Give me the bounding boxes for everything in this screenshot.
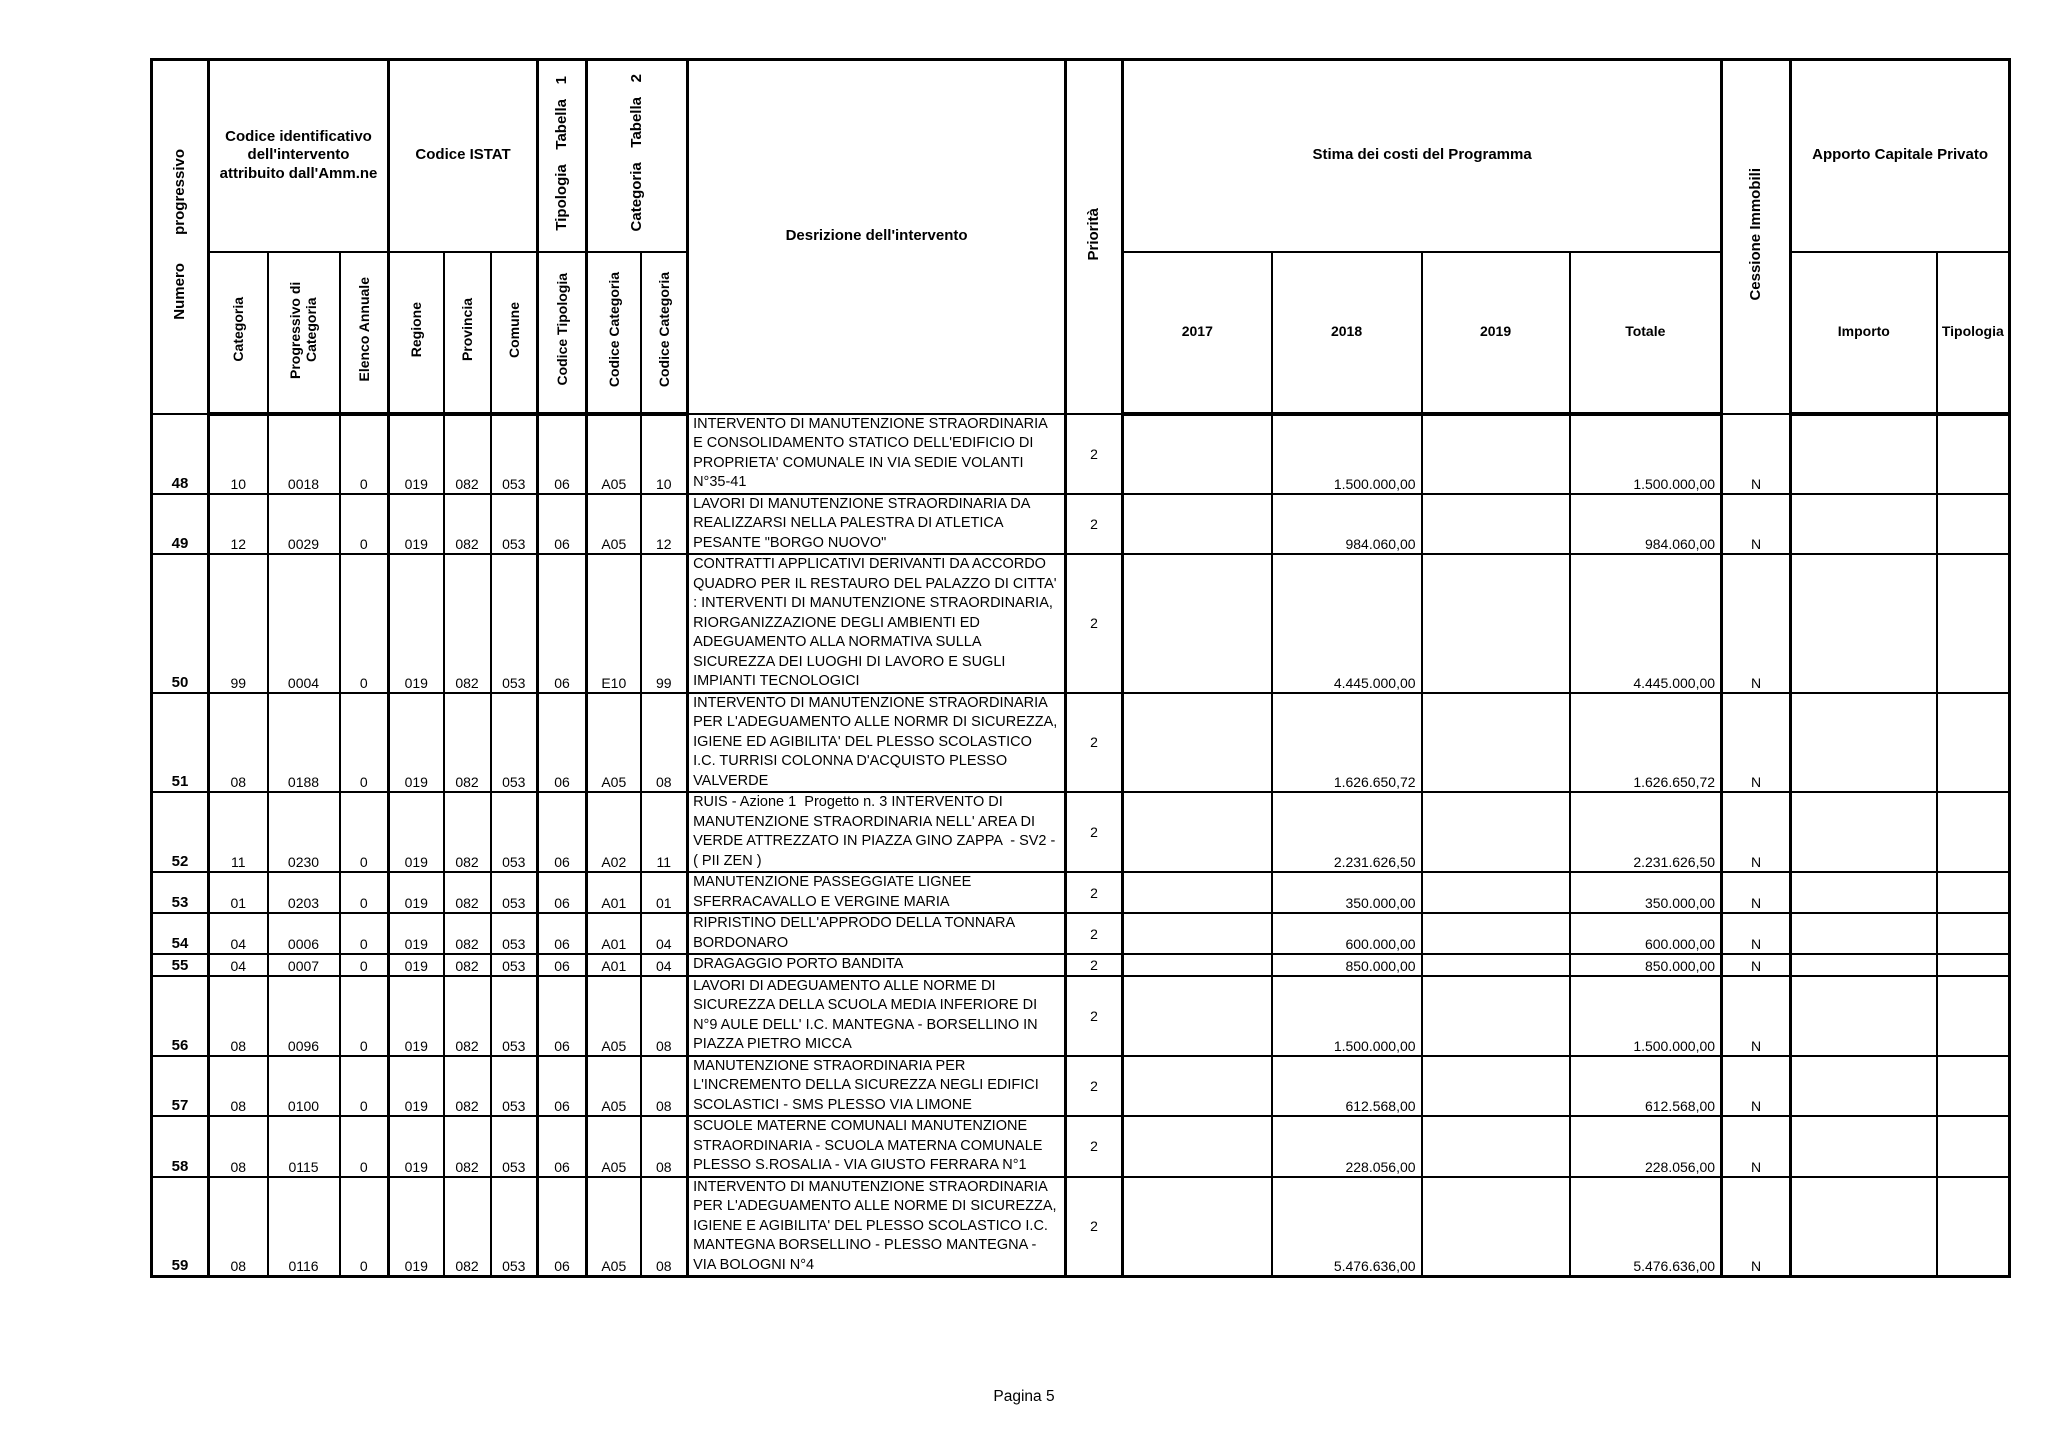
cell-codice-tipologia: 06 (538, 1177, 587, 1277)
cell-totale: 228.056,00 (1570, 1116, 1722, 1177)
cell-progressivo-categoria: 0004 (268, 554, 340, 693)
cell-tipologia (1937, 976, 2010, 1056)
cell-regione: 019 (389, 1116, 444, 1177)
importo-label: Importo (1837, 323, 1890, 340)
cell-comune: 053 (491, 1177, 538, 1277)
anno-2019-label: 2019 (1479, 323, 1512, 340)
cell-codice-tipologia: 06 (538, 414, 587, 494)
cell-descrizione: MANUTENZIONE STRAORDINARIA PER L'INCREMENTO DELLA SICUREZZA NEGLI EDIFICI SCOLASTICI - SMS PLESSO VIA LIMONE (688, 1056, 1066, 1117)
group-header-categoria-tabella2 (587, 60, 688, 252)
cell-cessione-immobili: N (1722, 1177, 1791, 1277)
group-header-tipologia-tabella1 (538, 60, 587, 252)
cell-provincia: 082 (444, 494, 491, 555)
cell-codice-categoria-2: 01 (641, 872, 688, 913)
cell-progressivo-categoria: 0100 (268, 1056, 340, 1117)
cell-importo (1791, 1116, 1937, 1177)
cell-codice-categoria-2: 12 (641, 494, 688, 555)
progressivo-categoria-label: Progressivo di Categoria (287, 281, 320, 379)
cell-cessione-immobili: N (1722, 913, 1791, 954)
col-header-priorita (1066, 60, 1123, 414)
cell-progressivo-categoria: 0116 (268, 1177, 340, 1277)
cell-regione: 019 (389, 954, 444, 976)
cell-provincia: 082 (444, 414, 491, 494)
col-header-comune (491, 252, 538, 414)
col-header-cessione-immobili (1722, 60, 1791, 414)
cell-costo-2019 (1422, 1056, 1570, 1117)
cell-elenco-annuale: 0 (340, 1177, 389, 1277)
table-row (152, 693, 2010, 793)
cell-categoria: 10 (209, 414, 268, 494)
cell-costo-2017 (1123, 693, 1272, 793)
cell-costo-2017 (1123, 1116, 1272, 1177)
cell-progressivo-categoria: 0203 (268, 872, 340, 913)
stima-costi-label: Stima dei costi del Programma (1312, 146, 1532, 164)
cell-numero-progressivo: 54 (152, 913, 209, 954)
programma-interventi-table (150, 58, 2011, 1278)
cell-codice-categoria-1: A05 (587, 976, 641, 1056)
cell-costo-2018: 1.500.000,00 (1272, 414, 1422, 494)
cell-totale: 350.000,00 (1570, 872, 1722, 913)
cell-tipologia (1937, 954, 2010, 976)
cell-cessione-immobili: N (1722, 494, 1791, 555)
cell-regione: 019 (389, 693, 444, 793)
cell-numero-progressivo: 50 (152, 554, 209, 693)
cell-elenco-annuale: 0 (340, 954, 389, 976)
cell-totale: 5.476.636,00 (1570, 1177, 1722, 1277)
cell-codice-categoria-1: A05 (587, 1177, 641, 1277)
cell-codice-categoria-2: 08 (641, 693, 688, 793)
cell-totale: 2.231.626,50 (1570, 792, 1722, 872)
cell-regione: 019 (389, 554, 444, 693)
cell-descrizione: SCUOLE MATERNE COMUNALI MANUTENZIONE STRAORDINARIA - SCUOLA MATERNA COMUNALE PLESSO S.ROSALIA - VIA GIUSTO FERRARA N°1 (688, 1116, 1066, 1177)
cell-priorita: 2 (1066, 1056, 1123, 1117)
cell-costo-2017 (1123, 976, 1272, 1056)
col-header-2017 (1123, 252, 1272, 414)
cell-priorita: 2 (1066, 913, 1123, 954)
cell-provincia: 082 (444, 913, 491, 954)
codice-categoria-1-label: Codice Categoria (605, 272, 622, 388)
cell-importo (1791, 954, 1937, 976)
tipologia-label: Tipologia (1941, 323, 2004, 340)
cell-cessione-immobili: N (1722, 954, 1791, 976)
cell-codice-categoria-2: 08 (641, 1116, 688, 1177)
cell-costo-2019 (1422, 792, 1570, 872)
cell-descrizione: RUIS - Azione 1 Progetto n. 3 INTERVENTO DI MANUTENZIONE STRAORDINARIA NELL' AREA DI VERDE ATTREZZATO IN PIAZZA GINO ZAPPA - SV2 - ( PII ZEN ) (688, 792, 1066, 872)
cell-progressivo-categoria: 0188 (268, 693, 340, 793)
cell-descrizione: CONTRATTI APPLICATIVI DERIVANTI DA ACCORDO QUADRO PER IL RESTAURO DEL PALAZZO DI CITTA' : INTERVENTI DI MANUTENZIONE STRAORDINARIA, RIORGANIZZAZIONE DEGLI AMBIENTI ED ADEGUAMENTO ALLA NORMATIVA SULLA SICUREZZA DEI LUOGHI DI LAVORO E SUGLI IMPIANTI TECNOLOGICI (688, 554, 1066, 693)
cell-costo-2017 (1123, 872, 1272, 913)
cell-comune: 053 (491, 494, 538, 555)
col-header-totale (1570, 252, 1722, 414)
col-header-numero-progressivo (152, 60, 209, 414)
cell-codice-categoria-2: 08 (641, 976, 688, 1056)
cell-costo-2018: 4.445.000,00 (1272, 554, 1422, 693)
cell-costo-2019 (1422, 872, 1570, 913)
cell-importo (1791, 872, 1937, 913)
cell-codice-categoria-1: A01 (587, 954, 641, 976)
cell-costo-2018: 5.476.636,00 (1272, 1177, 1422, 1277)
cell-descrizione: RIPRISTINO DELL'APPRODO DELLA TONNARA BORDONARO (688, 913, 1066, 954)
cell-regione: 019 (389, 1177, 444, 1277)
cell-totale: 1.500.000,00 (1570, 414, 1722, 494)
cell-categoria: 04 (209, 913, 268, 954)
cell-costo-2017 (1123, 414, 1272, 494)
cell-costo-2017 (1123, 554, 1272, 693)
cell-regione: 019 (389, 913, 444, 954)
cell-codice-categoria-2: 08 (641, 1177, 688, 1277)
cell-priorita: 2 (1066, 693, 1123, 793)
cell-priorita: 2 (1066, 872, 1123, 913)
cell-costo-2018: 1.626.650,72 (1272, 693, 1422, 793)
cell-descrizione: INTERVENTO DI MANUTENZIONE STRAORDINARIA PER L'ADEGUAMENTO ALLE NORMR DI SICUREZZA, IGIENE ED AGIBILITA' DEL PLESSO SCOLASTICO I.C. TURRISI COLONNA D'ACQUISTO PLESSO VALVERDE (688, 693, 1066, 793)
cell-priorita: 2 (1066, 976, 1123, 1056)
descrizione-label: Desrizione dell'intervento (785, 227, 968, 245)
cell-codice-categoria-1: A02 (587, 792, 641, 872)
cell-numero-progressivo: 55 (152, 954, 209, 976)
cell-totale: 4.445.000,00 (1570, 554, 1722, 693)
col-header-regione (389, 252, 444, 414)
col-header-descrizione (688, 60, 1066, 414)
cell-priorita: 2 (1066, 1116, 1123, 1177)
table-row (152, 554, 2010, 693)
cell-totale: 612.568,00 (1570, 1056, 1722, 1117)
cell-comune: 053 (491, 554, 538, 693)
cell-comune: 053 (491, 913, 538, 954)
cell-totale: 850.000,00 (1570, 954, 1722, 976)
cell-costo-2017 (1123, 494, 1272, 555)
categoria-label: Categoria (230, 297, 247, 363)
cell-numero-progressivo: 56 (152, 976, 209, 1056)
col-header-codice-tipologia (538, 252, 587, 414)
cell-provincia: 082 (444, 554, 491, 693)
cell-costo-2018: 612.568,00 (1272, 1056, 1422, 1117)
cell-importo (1791, 913, 1937, 954)
cell-codice-categoria-1: A01 (587, 913, 641, 954)
cell-categoria: 01 (209, 872, 268, 913)
cell-codice-categoria-1: E10 (587, 554, 641, 693)
cell-costo-2017 (1123, 913, 1272, 954)
page-number: Pagina 5 (993, 1388, 1055, 1405)
cell-regione: 019 (389, 872, 444, 913)
cell-numero-progressivo: 51 (152, 693, 209, 793)
cell-elenco-annuale: 0 (340, 414, 389, 494)
cell-importo (1791, 1056, 1937, 1117)
cell-codice-tipologia: 06 (538, 792, 587, 872)
elenco-annuale-label: Elenco Annuale (355, 277, 372, 382)
cell-comune: 053 (491, 954, 538, 976)
cell-importo (1791, 976, 1937, 1056)
codice-identificativo-label: Codice identificativo dell'intervento attribuito dall'Amm.ne (219, 127, 378, 183)
table-row (152, 1056, 2010, 1117)
cell-comune: 053 (491, 792, 538, 872)
table-row (152, 494, 2010, 555)
cell-comune: 053 (491, 976, 538, 1056)
cell-categoria: 12 (209, 494, 268, 555)
cell-progressivo-categoria: 0115 (268, 1116, 340, 1177)
cell-codice-categoria-2: 11 (641, 792, 688, 872)
table-row (152, 792, 2010, 872)
cell-cessione-immobili: N (1722, 693, 1791, 793)
cell-descrizione: LAVORI DI MANUTENZIONE STRAORDINARIA DA REALIZZARSI NELLA PALESTRA DI ATLETICA PESANTE "BORGO NUOVO" (688, 494, 1066, 555)
cell-progressivo-categoria: 0007 (268, 954, 340, 976)
comune-label: Comune (505, 301, 522, 358)
cell-provincia: 082 (444, 1056, 491, 1117)
cell-tipologia (1937, 1116, 2010, 1177)
cell-priorita: 2 (1066, 954, 1123, 976)
cell-costo-2018: 1.500.000,00 (1272, 976, 1422, 1056)
cell-tipologia (1937, 554, 2010, 693)
categoria-tabella2-label: Categoria Tabella 2 (628, 74, 646, 232)
cell-numero-progressivo: 59 (152, 1177, 209, 1277)
cell-costo-2018: 350.000,00 (1272, 872, 1422, 913)
cell-descrizione: INTERVENTO DI MANUTENZIONE STRAORDINARIA PER L'ADEGUAMENTO ALLE NORME DI SICUREZZA, IGIENE E AGIBILITA' DEL PLESSO SCOLASTICO I.C. MANTEGNA BORSELLINO - PLESSO MANTEGNA - VIA BOLOGNI N°4 (688, 1177, 1066, 1277)
cell-provincia: 082 (444, 792, 491, 872)
cell-descrizione: DRAGAGGIO PORTO BANDITA (688, 954, 1066, 976)
cell-importo (1791, 414, 1937, 494)
cell-regione: 019 (389, 414, 444, 494)
table-row (152, 1116, 2010, 1177)
cell-priorita: 2 (1066, 414, 1123, 494)
apporto-capitale-label: Apporto Capitale Privato (1812, 146, 1988, 164)
cell-regione: 019 (389, 494, 444, 555)
cell-comune: 053 (491, 414, 538, 494)
cell-costo-2019 (1422, 494, 1570, 555)
cell-numero-progressivo: 52 (152, 792, 209, 872)
cell-codice-tipologia: 06 (538, 976, 587, 1056)
cell-elenco-annuale: 0 (340, 1056, 389, 1117)
cell-importo (1791, 1177, 1937, 1277)
cell-tipologia (1937, 1056, 2010, 1117)
regione-label: Regione (408, 302, 425, 358)
cell-categoria: 11 (209, 792, 268, 872)
cell-codice-tipologia: 06 (538, 954, 587, 976)
cell-numero-progressivo: 57 (152, 1056, 209, 1117)
cell-elenco-annuale: 0 (340, 494, 389, 555)
cell-progressivo-categoria: 0018 (268, 414, 340, 494)
cell-comune: 053 (491, 872, 538, 913)
cell-priorita: 2 (1066, 792, 1123, 872)
col-header-elenco-annuale (340, 252, 389, 414)
table-row (152, 954, 2010, 976)
cell-provincia: 082 (444, 1177, 491, 1277)
priorita-label: Priorità (1085, 207, 1103, 261)
cell-provincia: 082 (444, 1116, 491, 1177)
cell-priorita: 2 (1066, 1177, 1123, 1277)
cell-provincia: 082 (444, 693, 491, 793)
cell-numero-progressivo: 58 (152, 1116, 209, 1177)
col-header-categoria (209, 252, 268, 414)
cell-categoria: 08 (209, 1177, 268, 1277)
cell-categoria: 08 (209, 693, 268, 793)
cell-costo-2018: 2.231.626,50 (1272, 792, 1422, 872)
cell-progressivo-categoria: 0096 (268, 976, 340, 1056)
cell-codice-tipologia: 06 (538, 693, 587, 793)
codice-tipologia-label: Codice Tipologia (554, 273, 571, 387)
cell-progressivo-categoria: 0029 (268, 494, 340, 555)
cell-costo-2019 (1422, 414, 1570, 494)
cell-codice-categoria-1: A05 (587, 1116, 641, 1177)
cell-elenco-annuale: 0 (340, 913, 389, 954)
cell-codice-tipologia: 06 (538, 913, 587, 954)
cell-importo (1791, 792, 1937, 872)
cell-importo (1791, 554, 1937, 693)
cell-costo-2017 (1123, 1056, 1272, 1117)
cell-cessione-immobili: N (1722, 414, 1791, 494)
cell-regione: 019 (389, 792, 444, 872)
cell-cessione-immobili: N (1722, 976, 1791, 1056)
numero-progressivo-label: Numero progressivo (171, 148, 189, 320)
col-header-2018 (1272, 252, 1422, 414)
table-row (152, 976, 2010, 1056)
col-header-codice-categoria-2 (641, 252, 688, 414)
col-header-progressivo-categoria (268, 252, 340, 414)
cell-tipologia (1937, 693, 2010, 793)
cell-elenco-annuale: 0 (340, 872, 389, 913)
cell-codice-categoria-2: 99 (641, 554, 688, 693)
cell-costo-2017 (1123, 792, 1272, 872)
cell-descrizione: INTERVENTO DI MANUTENZIONE STRAORDINARIA E CONSOLIDAMENTO STATICO DELL'EDIFICIO DI PROPRIETA' COMUNALE IN VIA SEDIE VOLANTI N°35-41 (688, 414, 1066, 494)
cell-totale: 1.626.650,72 (1570, 693, 1722, 793)
cell-codice-categoria-2: 04 (641, 954, 688, 976)
cell-codice-categoria-1: A05 (587, 693, 641, 793)
cell-costo-2019 (1422, 913, 1570, 954)
col-header-2019 (1422, 252, 1570, 414)
cell-tipologia (1937, 414, 2010, 494)
col-header-importo (1791, 252, 1937, 414)
cell-descrizione: MANUTENZIONE PASSEGGIATE LIGNEE SFERRACAVALLO E VERGINE MARIA (688, 872, 1066, 913)
cell-tipologia (1937, 913, 2010, 954)
cell-codice-categoria-2: 10 (641, 414, 688, 494)
cell-cessione-immobili: N (1722, 554, 1791, 693)
cell-numero-progressivo: 53 (152, 872, 209, 913)
cell-tipologia (1937, 494, 2010, 555)
cell-codice-categoria-2: 04 (641, 913, 688, 954)
cell-elenco-annuale: 0 (340, 554, 389, 693)
col-header-codice-categoria-1 (587, 252, 641, 414)
cell-codice-categoria-1: A05 (587, 414, 641, 494)
cell-codice-categoria-1: A05 (587, 1056, 641, 1117)
cell-priorita: 2 (1066, 554, 1123, 693)
col-header-provincia (444, 252, 491, 414)
cell-tipologia (1937, 1177, 2010, 1277)
group-header-codice-istat (389, 60, 538, 252)
cell-codice-categoria-1: A01 (587, 872, 641, 913)
group-header-codice-identificativo (209, 60, 389, 252)
cell-cessione-immobili: N (1722, 1056, 1791, 1117)
cell-tipologia (1937, 792, 2010, 872)
cell-comune: 053 (491, 693, 538, 793)
cell-codice-tipologia: 06 (538, 1056, 587, 1117)
cell-categoria: 08 (209, 1056, 268, 1117)
cell-cessione-immobili: N (1722, 792, 1791, 872)
cell-costo-2018: 228.056,00 (1272, 1116, 1422, 1177)
cell-provincia: 082 (444, 872, 491, 913)
cell-regione: 019 (389, 976, 444, 1056)
cell-elenco-annuale: 0 (340, 792, 389, 872)
cessione-immobili-label: Cessione Immobili (1747, 167, 1765, 301)
anno-2017-label: 2017 (1181, 323, 1213, 340)
col-header-tipologia (1937, 252, 2010, 414)
cell-codice-tipologia: 06 (538, 872, 587, 913)
cell-elenco-annuale: 0 (340, 976, 389, 1056)
cell-codice-categoria-1: A05 (587, 494, 641, 555)
cell-costo-2017 (1123, 954, 1272, 976)
cell-provincia: 082 (444, 954, 491, 976)
table-row (152, 872, 2010, 913)
cell-categoria: 08 (209, 976, 268, 1056)
cell-priorita: 2 (1066, 494, 1123, 555)
cell-importo (1791, 494, 1937, 555)
cell-codice-categoria-2: 08 (641, 1056, 688, 1117)
cell-costo-2019 (1422, 954, 1570, 976)
group-header-stima-costi (1123, 60, 1722, 252)
cell-provincia: 082 (444, 976, 491, 1056)
cell-comune: 053 (491, 1056, 538, 1117)
cell-costo-2019 (1422, 693, 1570, 793)
cell-costo-2019 (1422, 976, 1570, 1056)
cell-totale: 600.000,00 (1570, 913, 1722, 954)
anno-2018-label: 2018 (1330, 323, 1363, 340)
cell-totale: 1.500.000,00 (1570, 976, 1722, 1056)
provincia-label: Provincia (458, 298, 475, 362)
codice-categoria-2-label: Codice Categoria (655, 272, 672, 388)
cell-costo-2019 (1422, 554, 1570, 693)
table-row (152, 913, 2010, 954)
codice-istat-label: Codice ISTAT (415, 146, 511, 164)
tipologia-tabella1-label: Tipologia Tabella 1 (553, 75, 571, 231)
cell-totale: 984.060,00 (1570, 494, 1722, 555)
cell-codice-tipologia: 06 (538, 494, 587, 555)
cell-importo (1791, 693, 1937, 793)
cell-codice-tipologia: 06 (538, 1116, 587, 1177)
cell-descrizione: LAVORI DI ADEGUAMENTO ALLE NORME DI SICUREZZA DELLA SCUOLA MEDIA INFERIORE DI N°9 AULE DELL' I.C. MANTEGNA - BORSELLINO IN PIAZZA PIETRO MICCA (688, 976, 1066, 1056)
cell-categoria: 99 (209, 554, 268, 693)
cell-elenco-annuale: 0 (340, 1116, 389, 1177)
cell-elenco-annuale: 0 (340, 693, 389, 793)
cell-comune: 053 (491, 1116, 538, 1177)
cell-codice-tipologia: 06 (538, 554, 587, 693)
cell-regione: 019 (389, 1056, 444, 1117)
cell-categoria: 08 (209, 1116, 268, 1177)
cell-numero-progressivo: 49 (152, 494, 209, 555)
cell-costo-2017 (1123, 1177, 1272, 1277)
cell-cessione-immobili: N (1722, 1116, 1791, 1177)
table-row (152, 414, 2010, 494)
totale-label: Totale (1625, 323, 1666, 340)
cell-numero-progressivo: 48 (152, 414, 209, 494)
group-header-apporto-capitale (1791, 60, 2010, 252)
cell-cessione-immobili: N (1722, 872, 1791, 913)
cell-costo-2019 (1422, 1177, 1570, 1277)
cell-categoria: 04 (209, 954, 268, 976)
cell-costo-2018: 600.000,00 (1272, 913, 1422, 954)
cell-progressivo-categoria: 0006 (268, 913, 340, 954)
cell-costo-2018: 850.000,00 (1272, 954, 1422, 976)
cell-costo-2019 (1422, 1116, 1570, 1177)
cell-tipologia (1937, 872, 2010, 913)
table-row (152, 1177, 2010, 1277)
cell-costo-2018: 984.060,00 (1272, 494, 1422, 555)
cell-progressivo-categoria: 0230 (268, 792, 340, 872)
